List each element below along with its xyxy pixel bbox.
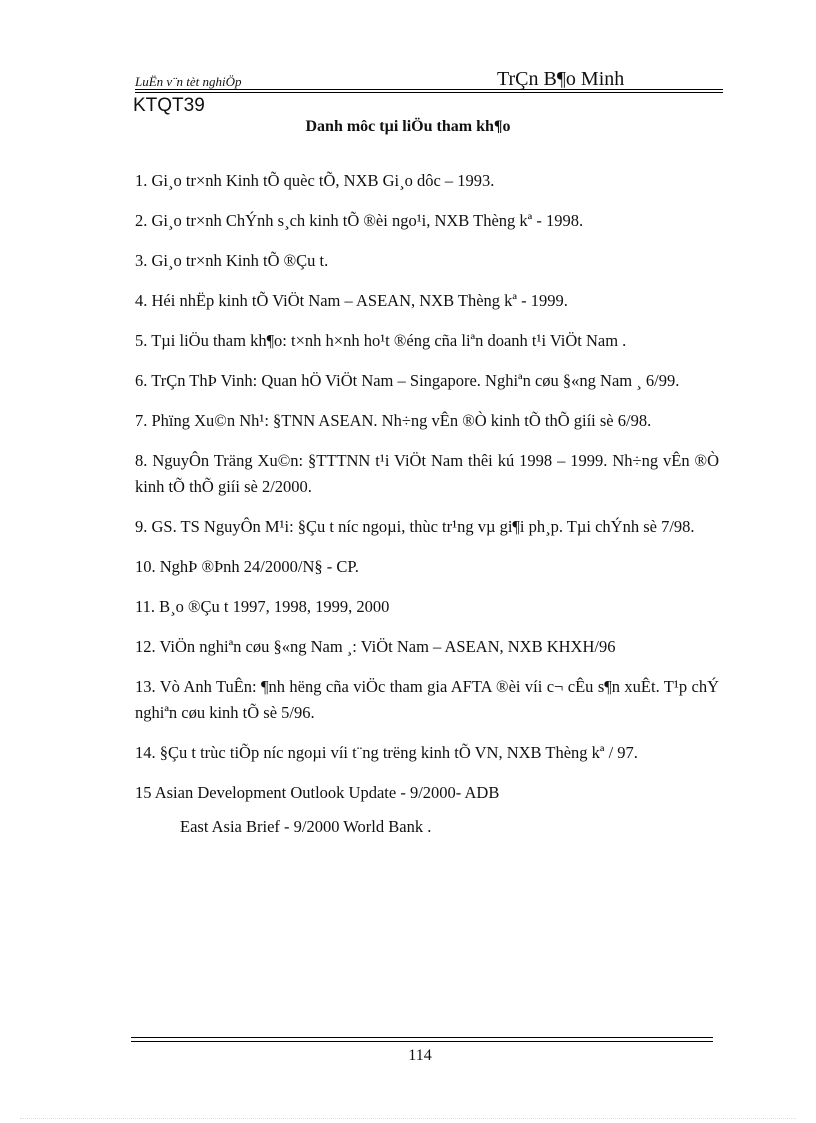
header-rule-secondary <box>135 92 723 93</box>
page-title: Danh môc tµi liÖu tham kh¶o <box>305 118 511 135</box>
reference-item: 11. B¸o ®Çu t 1997, 1998, 1999, 2000 <box>135 597 390 616</box>
reference-item: 2. Gi¸o tr×nh ChÝnh s¸ch kinh tÕ ®èi ngo¹i, NXB Thèng kª - 1998. <box>135 211 584 230</box>
reference-item: 15 Asian Development Outlook Update - 9/2000- ADB <box>135 783 500 802</box>
reference-item: 7. Phïng Xu©n Nh¹: §TNN ASEAN. Nh÷ng vÊn ®Ò kinh tÕ thÕ giíi sè 6/98. <box>135 411 652 430</box>
header-author-name: TrÇn B¶o Minh <box>497 68 625 90</box>
footer-rule <box>131 1037 713 1038</box>
reference-item: 1. Gi¸o tr×nh Kinh tÕ quèc tÕ, NXB Gi¸o dôc – 1993. <box>135 171 495 190</box>
reference-item: 6. TrÇn ThÞ Vinh: Quan hÖ ViÖt Nam – Singapore. Nghiªn cøu §«ng Nam ¸ 6/99. <box>135 371 680 390</box>
header-thesis-label: LuËn v¨n tèt nghiÖp <box>135 74 242 89</box>
reference-item: 12. ViÖn nghiªn cøu §«ng Nam ¸: ViÖt Nam – ASEAN, NXB KHXH/96 <box>135 637 616 656</box>
header-rule <box>135 89 723 90</box>
reference-list <box>135 168 719 854</box>
reference-item: 5. Tµi liÖu tham kh¶o: t×nh h×nh ho¹t ®éng cña liªn doanh t¹i ViÖt Nam . <box>135 331 627 350</box>
footer-rule-secondary <box>131 1041 713 1042</box>
class-code: KTQT39 <box>133 95 205 116</box>
reference-item: 8. NguyÔn Träng Xu©n: §TTTNN t¹i ViÖt Nam thêi kú 1998 – 1999. Nh÷ng vÊn ®Ò kinh tÕ thÕ giíi sè 2/2000. <box>135 451 719 496</box>
page-number: 114 <box>408 1047 432 1064</box>
reference-item: 10. NghÞ ®Þnh 24/2000/N§ - CP. <box>135 557 359 576</box>
reference-sub-item: East Asia Brief - 9/2000 World Bank . <box>180 817 432 836</box>
reference-item: 14. §Çu t trùc tiÕp níc ngoµi víi t¨ng trëng kinh tÕ VN, NXB Thèng kª / 97. <box>135 743 638 762</box>
page-edge-divider <box>20 1118 796 1119</box>
reference-item: 3. Gi¸o tr×nh Kinh tÕ ®Çu t. <box>135 251 329 270</box>
reference-item: 13. Vò Anh TuÊn: ¶nh hëng cña viÖc tham gia AFTA ®èi víi c¬ cÊu s¶n xuÊt. T¹p chÝ nghiªn cøu kinh tÕ sè 5/96. <box>135 677 719 722</box>
reference-item: 9. GS. TS NguyÔn M¹i: §Çu t níc ngoµi, thùc tr¹ng vµ gi¶i ph¸p. Tµi chÝnh sè 7/98. <box>135 517 695 536</box>
reference-item: 4. Héi nhËp kinh tÕ ViÖt Nam – ASEAN, NXB Thèng kª - 1999. <box>135 291 568 310</box>
